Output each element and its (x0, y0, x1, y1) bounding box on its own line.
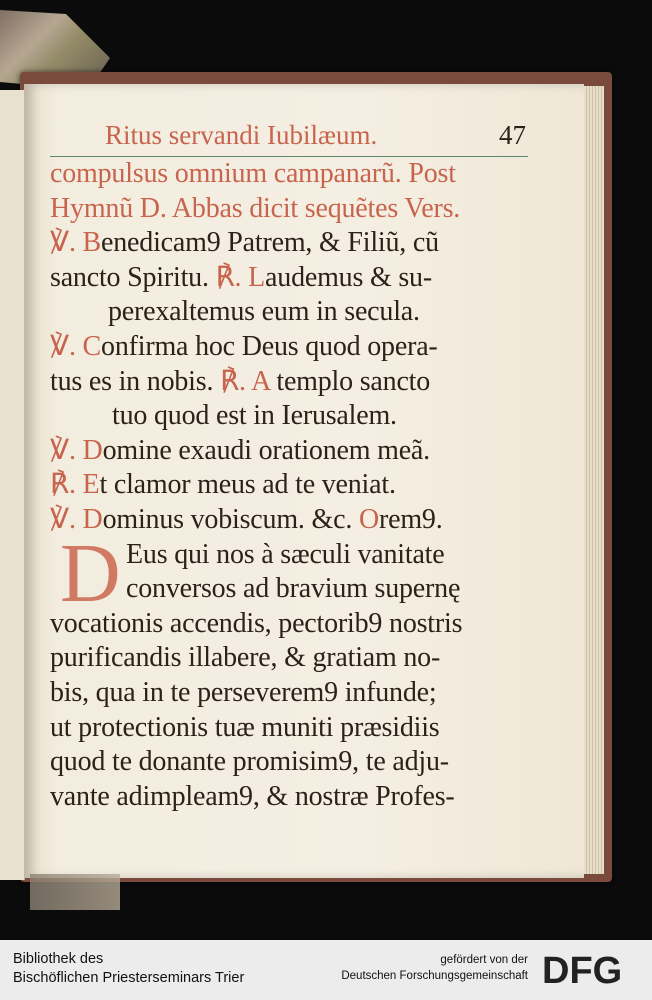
text-line (50, 226, 540, 261)
text-segment: sancto Spiritu. (50, 261, 216, 293)
prayer-paragraph (50, 526, 540, 815)
rubric-segment: ℟. A (220, 365, 270, 397)
header-title: Ritus servandi Iubilæum. (105, 120, 378, 150)
rubric-segment: O (358, 503, 379, 535)
body-line: bis, qua in te perseverem9 infunde; (50, 676, 437, 708)
cloth-ribbon-bottom (30, 874, 120, 910)
library-line: Bibliothek des (13, 951, 104, 967)
body-line: quod te donante promisim9, te adju- (50, 746, 449, 778)
text-segment: enedicam9 Patrem, & Filiũ, cũ (101, 227, 439, 259)
text-segment: perexaltemus eum in secula. (108, 296, 420, 328)
rubric-segment: Hymnũ D. Abbas dicit sequẽtes Vers. (50, 192, 461, 224)
rubric-segment: ℣. D (50, 434, 103, 466)
body-line: vocationis accendis, pectorib9 nostris (50, 607, 463, 639)
text-segment: onfirma hoc Deus quod opera- (101, 330, 438, 362)
dfg-logo-text: DFG (542, 950, 623, 990)
library-line: Bischöflichen Priesterseminars Trier (13, 970, 245, 986)
rubric-lines (50, 157, 540, 538)
cap-line: Eus qui nos à sæculi vanitate (126, 538, 445, 570)
text-segment: omine exaudi orationem meã. (102, 434, 430, 466)
running-header (50, 120, 540, 154)
text-line (50, 468, 540, 503)
text-line (50, 434, 540, 469)
page-text (50, 120, 540, 814)
funding-line: gefördert von der (440, 954, 528, 966)
page-number: 47 (499, 120, 526, 150)
text-line (50, 157, 540, 192)
library-footer (0, 940, 652, 1000)
cap-line: conversos ad bravium supernę (126, 573, 461, 605)
funding-line: Deutschen Forschungsgemeinschaft (341, 970, 528, 982)
library-credit (13, 950, 244, 988)
text-line (50, 399, 540, 434)
body-line: purificandis illabere, & gratiam no- (50, 642, 441, 674)
text-segment: tus es in nobis. (50, 365, 221, 397)
text-segment: t clamor meus ad te veniat. (99, 469, 396, 501)
text-line (50, 503, 540, 538)
text-segment: rem9. (378, 503, 443, 535)
rubric-segment: ℣. B (50, 227, 102, 259)
rubric-segment: compulsus omnium campanarũ. Post (50, 158, 456, 189)
rubric-segment: ℟. L (215, 261, 266, 293)
text-line (50, 192, 540, 227)
text-line (50, 365, 540, 400)
rubric-segment: ℟. E (50, 469, 100, 501)
text-segment: tuo quod est in Ierusalem. (112, 400, 397, 432)
body-line: vante adimpleam9, & nostræ Profes- (50, 780, 455, 812)
drop-capital: D (60, 526, 121, 620)
funding-credit (341, 952, 528, 984)
rubric-segment: ℣. C (50, 330, 102, 362)
text-line (50, 330, 540, 365)
text-segment: ominus vobiscum. &c. (102, 503, 359, 535)
dfg-logo (542, 950, 642, 990)
rubric-segment: ℣. D (50, 503, 103, 535)
text-line (50, 261, 540, 296)
facing-page-edge (0, 90, 25, 880)
text-segment: audemus & su- (265, 261, 432, 293)
text-segment: templo sancto (269, 365, 431, 397)
body-line: ut protectionis tuæ muniti præsidiis (50, 711, 440, 743)
text-line (50, 295, 540, 330)
